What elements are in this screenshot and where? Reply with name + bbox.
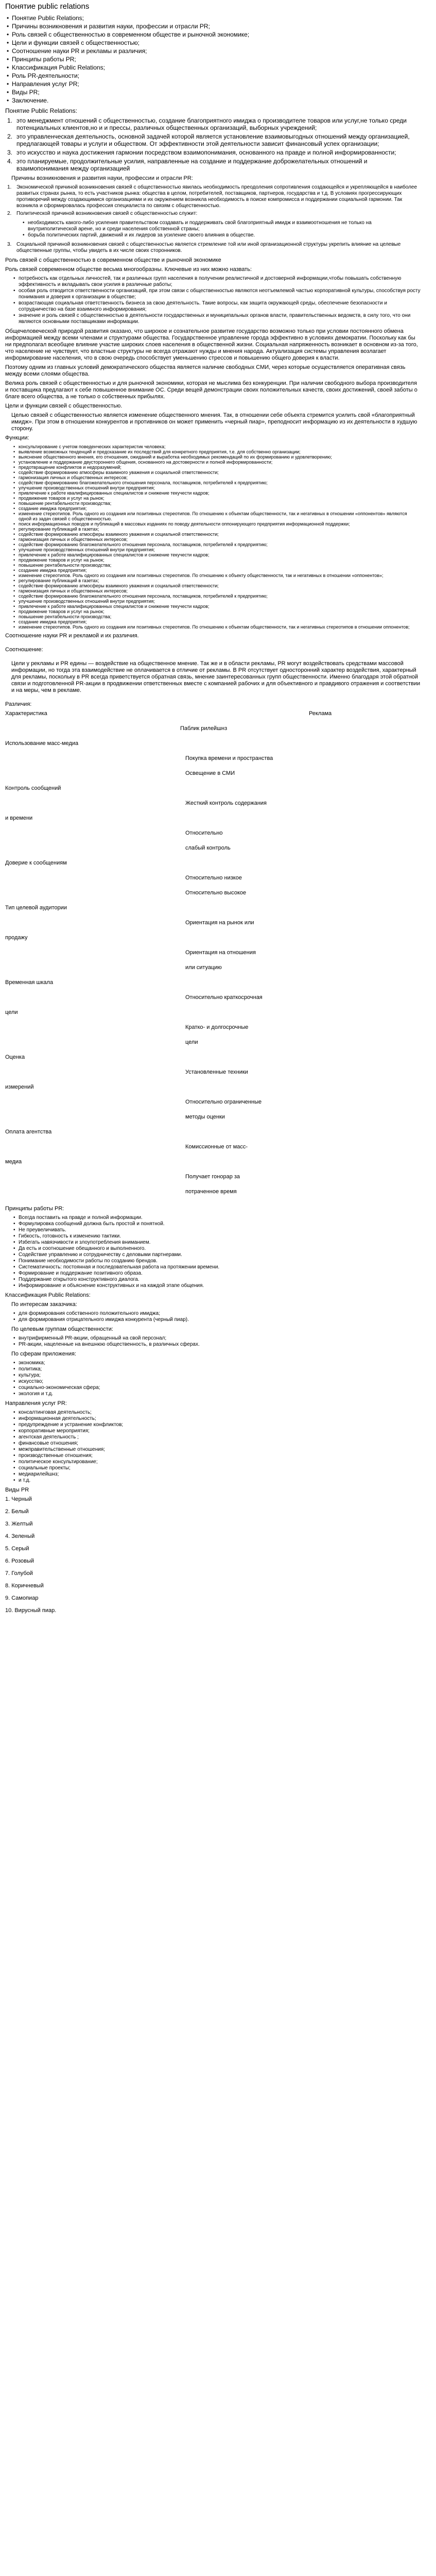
goals-section [5, 403, 421, 630]
causes-list [5, 184, 421, 217]
list-item: • Избегать навязчивости и злоупотребления вниманием. [19, 1240, 421, 1246]
functions-list [5, 444, 421, 630]
table-cell-left: медиа [5, 1159, 22, 1165]
causes-sublist [5, 220, 421, 239]
kind-item: 1. Черный [5, 1496, 32, 1502]
paragraph: Цели у рекламы и PR едины — воздействие на общественное мнение. Так же и в области рекламы, PR могут воздействовать средствами массовой информации, но тогда эта взаимодействие не оплачивается в отличие от рекламы. В РR отсутствует односторонний характер воздействия, характерный для рекламы, поскольку в РR всегда приветствуется обратная связь, мнение заинтересованных групп общественности. Именно благодаря этой обратной связи и подготовленной PR-акции в продвижении ответственных вместе с компанией рабочих и для объективного и правдивого отражения и соответствии и на меры, чем в рекламе. [11, 660, 421, 693]
item-text: Экономической причиной возникновения связей с общественностью явилась необходимость преодоления сопротивления создающейся и укрепляющейся в наиболее развитых странах рынка, то есть участников рынка: общества в целом, потребителей, поставщиков, партнеров, государства и т.д. В условиях прогрессирующих противоречий между создающимися организациями и их окружением возникла необходимость в поиске компромисса и поддержании социальной гармонии. Так возникла и сформировалась профессия специалиста по связям с общественностью. [16, 184, 417, 209]
list-item: • Принципы работы PR; [12, 56, 421, 63]
table-row [5, 1189, 421, 1204]
table-row [5, 830, 421, 845]
subheading: Функции: [5, 435, 29, 441]
list-item: • Информирование и объяснение конструктивных и на каждой этапе общения. [19, 1283, 421, 1289]
table-cell-right: Относительно высокое [185, 890, 247, 896]
list-item: • производственные отношения; [19, 1453, 421, 1459]
paragraph: Велика роль связей с общественностью и для рыночной экономики, которая не мыслима без конкуренции. При наличии свободного выбора производителя и поставщика предлагают к себе повышенное внимание ОС. Среди вещей демонстрации своих положительных качеств, своих достижений, своей заботы о благе всего общества, а не только о собственных прибылях. [5, 380, 417, 400]
list-item: • создание имиджа предприятия; [19, 568, 421, 573]
table-row [5, 935, 421, 950]
list-item: • установление и поддержание двустороннего общения, основанного на достоверности и полной информированности; [19, 460, 421, 465]
list-item: • необходимость какого-либо усиления правительством создавать и поддерживать свой благоприятный имидж и взаимоотношения не только на внутриполитической арене, но и среди населения собственной страны; [28, 220, 421, 232]
list-item [7, 117, 421, 131]
kind-item: 8. Коричневый [5, 1583, 44, 1589]
table-row [5, 725, 421, 740]
list-item: • социальные проекты; [19, 1465, 421, 1471]
list-item: • изменение стереотипов. Роль одного из создания или позитивных стереотипов. По отношению к объектам общественности, так и негативных стереотипов в отношении оппонентов; [19, 624, 421, 630]
table-row [5, 1114, 421, 1129]
table-cell-right: Ориентация на отношения [185, 950, 256, 956]
item-number: 3. [7, 242, 12, 247]
page-title: Понятие public relations [5, 2, 90, 11]
table-row [5, 979, 421, 994]
kind-item: 9. Самопиар [5, 1595, 39, 1601]
list-item [7, 149, 421, 156]
list-item [7, 133, 421, 147]
table-cell-right: Установленные техники [185, 1069, 248, 1075]
list-item: • предупреждение и устранение конфликтов; [19, 1422, 421, 1428]
table-cell-left: продажу [5, 935, 28, 941]
list-item: • Понятие Public Relations; [12, 14, 421, 22]
item-text: Социальной причиной возникновения связей с общественностью является стремление той или иной организационной структуры укрепить влияние на целевые общественные группы, чтобы увидеть в их числе своих сторонников. [16, 242, 401, 253]
section-heading: Направления услуг PR: [5, 1400, 67, 1406]
table-row [5, 920, 421, 935]
list-item: • создание имиджа предприятия; [19, 619, 421, 624]
list-item: • изменение стереотипов. Роль одного из создания или позитивных стереотипов. По отношению к объектам общественности, так и негативных в отношении «оппонентов» являются одной из задач связей с общественностью. [19, 511, 421, 521]
list-item: • Формирование и поддержание позитивного образа. [19, 1270, 421, 1277]
table-row [5, 1174, 421, 1189]
table-cell-right: Относительно [185, 830, 223, 836]
paragraph: Поэтому одним из главных условий демократического общества является наличие свободных СМИ, через которые осуществляется оперативная связь между всеми слоями общества. [5, 364, 406, 377]
list-item: • межправительственные отношения; [19, 1447, 421, 1453]
list-item: • Поддержание открытого конструктивного диалога. [19, 1277, 421, 1283]
item-text: это менеджмент отношений с общественностью, создание благоприятного имиджа о производителе товаров или услуг,не только среди потенциальных клиентов,но и и прессы, различных общественных организаций, выборных учреждений; [16, 117, 407, 131]
list-item [7, 184, 421, 209]
differences-table [5, 710, 421, 1204]
list-item: • возрастающая социальная ответственность бизнеса за свою деятельность. Такие вопросы, как защита окружающей среды, обеспечение безопасности и сотрудничество на базе взаимного информирования; [19, 300, 421, 313]
role-paragraphs [5, 328, 421, 400]
table-cell-right: Покупка времени и пространства [185, 755, 273, 761]
table-row [5, 875, 421, 890]
class-list-1 [5, 1311, 421, 1323]
item-number: 1. [7, 117, 13, 124]
list-item: • привлечение к работе квалифицированных специалистов и снижение текучести кадров; [19, 490, 421, 496]
table-cell-right: Комиссионные от масс- [185, 1144, 248, 1150]
list-item: • и т.д. [19, 1478, 421, 1484]
table-cell-left: Оплата агентства [5, 1129, 52, 1135]
list-item: • гармонизация личных и общественных интересов; [19, 537, 421, 542]
list-item: • информационная деятельность; [19, 1416, 421, 1422]
list-item: • создание имиджа предприятия; [19, 506, 421, 511]
list-item: • продвижение товаров и услуг на рынок; [19, 496, 421, 501]
list-item: • регулирование публикаций в газетах; [19, 578, 421, 583]
section-heading: Причины возникновения и развития науки, профессии и отрасли PR: [11, 175, 193, 181]
list-item: • Направления услуг PR; [12, 80, 421, 88]
kind-item: 4. Зеленый [5, 1533, 35, 1539]
table-row [5, 1099, 421, 1114]
section-heading: Понятие Public Relations: [5, 107, 78, 114]
list-item: • предотвращение конфликтов и недоразумений; [19, 465, 421, 470]
list-item: • культура; [19, 1372, 421, 1379]
list-item: • продвижение товаров и услуг на рынок; [19, 609, 421, 614]
table-row [5, 1024, 421, 1039]
table-cell-left: Доверие к сообщениям [5, 860, 67, 866]
causes-section [5, 175, 421, 254]
class-list-3 [5, 1360, 421, 1397]
list-item: • PR-акции, нацеленные на внешнюю общественность, в различных сферах. [19, 1342, 421, 1348]
kind-item: 10. Вирусный пиар. [5, 1607, 57, 1614]
section-heading: Классификация Public Relations: [5, 1292, 91, 1298]
list-item: • выяснение общественного мнения, его отношения, ожиданий и выработка необходимых рекомендаций по их формированию и удовлетворению; [19, 454, 421, 460]
item-number: 3. [7, 149, 13, 156]
subheading: По интересам заказчика: [11, 1301, 77, 1308]
list-item: • содействие формированию благожелательного отношения персонала, поставщиков, потребителей к предприятию; [19, 542, 421, 547]
concept-list [5, 117, 421, 172]
list-item: • экономика; [19, 1360, 421, 1366]
list-item: • социально-экономическая сфера; [19, 1385, 421, 1391]
list-item: • Классификация Public Relations; [12, 64, 421, 71]
table-cell-right: методы оценки [185, 1114, 225, 1120]
list-item: • содействие формированию атмосферы взаимного уважения и социальной ответственности; [19, 470, 421, 475]
table-row [5, 845, 421, 860]
table-cell-right: Относительно ограниченные [185, 1099, 262, 1105]
principles-list [5, 1215, 421, 1289]
kinds-list [5, 1496, 421, 1614]
section-heading: Соотношение науки PR и рекламой и их различия. [5, 633, 139, 639]
list-item: • поиск информационных поводов и публикаций в массовых изданиях по поводу деятельности оппонирующего предприятия информационной поддержки; [19, 521, 421, 527]
table-row [5, 1084, 421, 1099]
section-heading: Виды PR [5, 1487, 29, 1493]
table-cell-right: потраченное время [185, 1189, 237, 1195]
principles-section [5, 1206, 421, 1289]
list-item: • агентская деятельность ; [19, 1434, 421, 1440]
table-cell-right: Освещение в СМИ [185, 770, 235, 776]
kind-item: 3. Желтый [5, 1521, 33, 1527]
class-list-2 [5, 1335, 421, 1348]
subheading: По сферам приложения: [11, 1351, 77, 1357]
subheading: Соотношение: [5, 647, 43, 653]
table-row [5, 740, 421, 755]
list-item: • Цели и функции связей с общественностью; [12, 39, 421, 46]
section-intro: Роль связей современном обществе весьма многообразны. Ключевые из них можно назвать: [5, 266, 252, 273]
list-item: • корпоративные мероприятия; [19, 1428, 421, 1434]
table-cell-right: Относительно краткосрочная [185, 994, 263, 1001]
table-cell-right: Ориентация на рынок или [185, 920, 254, 926]
item-number: 4. [7, 158, 13, 165]
list-item: • Роль PR-деятельности; [12, 72, 421, 79]
list-item: • значение и роль связей с общественностью в деятельности государственных и муниципальных органов власти, правительственных ведомств, в силу того, что они являются основными поставщиками информации. [19, 313, 421, 325]
list-item: • повышение рентабельности производства; [19, 614, 421, 619]
item-number: 2. [7, 133, 13, 140]
list-item: • улучшение производственных отношений внутри предприятия; [19, 485, 421, 490]
list-item: • Причины возникновения и развития науки, профессии и отрасли PR; [12, 23, 421, 30]
list-item [7, 242, 421, 254]
list-item: • улучшение производственных отношений внутри предприятия; [19, 599, 421, 604]
kind-item: 2. Белый [5, 1509, 29, 1515]
table-cell-left: измерений [5, 1084, 34, 1090]
list-item: • содействие формированию благожелательного отношения персонала, поставщиков, потребителей к предприятию; [19, 480, 421, 485]
list-item: • Соотношение науки PR и рекламы и различия; [12, 47, 421, 55]
table-row [5, 905, 421, 920]
list-item: • потребность как отдельных личностей, так и различных групп населения в получении реалистичной и достоверной информации,чтобы повышать собственную эффективность и вкладывать свои усилия в различные работы; [19, 276, 421, 288]
table-row [5, 964, 421, 979]
table-row [5, 890, 421, 905]
section-heading: Принципы работы PR: [5, 1206, 64, 1212]
list-item: • регулирование публикаций в газетах; [19, 527, 421, 532]
table-cell-left: Характеристика [5, 710, 47, 717]
list-item: • консультирование с учетом поведенческих характеристик человека; [19, 444, 421, 449]
list-item: • содействие формированию благожелательного отношения персонала, поставщиков, потребителей к предприятию; [19, 594, 421, 599]
list-item: • повышение рентабельности производства; [19, 501, 421, 506]
list-item: • продвижение товаров и услуг на рынок; [19, 557, 421, 563]
list-item: • искусство; [19, 1379, 421, 1385]
list-item: • для формирования собственного положительного имиджа; [19, 1311, 421, 1317]
list-item: • Гибкость, готовность к изменению тактики. [19, 1233, 421, 1240]
table-cell-left: Временная шкала [5, 979, 54, 986]
item-number: 2. [7, 211, 12, 216]
kind-item: 5. Серый [5, 1546, 29, 1552]
table-row [5, 785, 421, 800]
list-item: • Заключение. [12, 97, 421, 104]
table-row [5, 994, 421, 1009]
kind-item: 6. Розовый [5, 1558, 34, 1564]
table-cell-right: или ситуацию [185, 964, 222, 971]
list-item: • политика; [19, 1366, 421, 1372]
table-row [5, 1039, 421, 1054]
list-item: • привлечение к работе квалифицированных специалистов и снижение текучести кадров; [19, 552, 421, 557]
table-cell-right: Кратко- и долгосрочные [185, 1024, 249, 1030]
table-row [5, 1009, 421, 1024]
table-cell-left: Контроль сообщений [5, 785, 61, 791]
classification-section [5, 1292, 421, 1397]
table-cell-right: Относительно низкое [185, 875, 242, 881]
table-cell-left: Использование масс-медиа [5, 740, 79, 747]
concept-section [5, 107, 421, 172]
list-item: • экология и т.д. [19, 1391, 421, 1397]
list-item: • борьба политических партий, движений и их лидеров за усиление своего влияния в обществе. [28, 232, 421, 239]
list-item: • Всегда поставить на правде и полной информации. [19, 1215, 421, 1221]
list-item: • Да есть и соотношение обещанного и выполненного. [19, 1246, 421, 1252]
table-cell-left: и времени [5, 815, 33, 821]
list-item: • финансовые отношения; [19, 1440, 421, 1447]
table-cell-left: Тип целевой аудитории [5, 905, 67, 911]
list-item: • содействие формированию атмосферы взаимного уважения и социальной ответственности; [19, 532, 421, 537]
list-item: • Понимание необходимости работы по созданию брендов. [19, 1258, 421, 1264]
pr-vs-ads-section [5, 633, 421, 1204]
kind-item: 7. Голубой [5, 1570, 33, 1577]
item-text: Политической причиной возникновения связей с общественностью служит: [16, 211, 198, 216]
table-row [5, 1159, 421, 1174]
table-row [5, 950, 421, 964]
table-cell-right: слабый контроль [185, 845, 231, 851]
table-cell-left: цели [5, 1009, 18, 1015]
table-of-contents [5, 14, 421, 104]
list-item: • выявление возможных тенденций и предсказание их последствий для конкретного предприятия, т.е. для собственно организации; [19, 449, 421, 454]
table-row [5, 755, 421, 770]
list-item: • политическое консультирование; [19, 1459, 421, 1465]
table-row [5, 860, 421, 875]
table-row [5, 1129, 421, 1144]
subheading: По целевым группам общественности: [11, 1326, 113, 1332]
list-item: • улучшение производственных отношений внутри предприятия; [19, 547, 421, 552]
list-item [7, 158, 421, 172]
item-number: 1. [7, 184, 12, 190]
list-item: • привлечение к работе квалифицированных специалистов и снижение текучести кадров; [19, 604, 421, 609]
list-item [7, 211, 421, 217]
list-item: • особая роль отводится ответственности организаций, при этом связи с общественностью являются неотъемлемой частью корпоративной культуры, способствуя росту понимания и доверия к организации в обществе; [19, 288, 421, 300]
list-item: • медиарилейшнз; [19, 1471, 421, 1478]
paragraph: Общечеловеческой природой развития оказано, что широкое и сознательное развитие государство возможно только при условии постоянного обмена информацией между всеми членами и структурами общества. Государственное управление города эффективно в условиях демократии. Поскольку как бы ни предполагал всеобщее влияние участие широких слоев населения в общественной жизни. Социальная напряженность возникает в основном из-за того, что население не чувствует, что властные структуры не всегда отражают нужды и мнения народа. Актуализация системы управления возлагает информирование населения, что в свою очередь способствует уменьшению стрессов и повышению общего доверия к власти. [5, 328, 418, 361]
role-section [5, 257, 421, 400]
kinds-section [5, 1487, 421, 1614]
list-item: • содействие формированию атмосферы взаимного уважения и социальной ответственности; [19, 583, 421, 588]
list-item: • повышение рентабельности производства; [19, 563, 421, 568]
item-text: это планируемые, продолжительные усилия, направленные на создание и поддержание доброжелательных отношений и взаимопонимания между организацией [16, 158, 368, 172]
list-item: • Содействие управлению и сотрудничеству с деловыми партнерами. [19, 1252, 421, 1258]
list-item: • Систематичность: постоянная и последовательная работа на протяжении времени. [19, 1264, 421, 1270]
list-item: • гармонизация личных и общественных интересов; [19, 475, 421, 480]
table-cell-right: Получает гонорар за [185, 1174, 240, 1180]
item-text: это искусство и наука достижения гармонии посредством взаимопонимания, основанного на правде и полной информированности; [16, 149, 396, 156]
paragraph: Целью связей с общественностью является изменение общественного мнения. Так, в отношении себе объекта стремится усилить свой «благоприятный имидж». При этом в отношении конкурентов и противников он может применить «черный пиар», преподносит информацию из их деятельности в худшую сторону. [11, 412, 417, 432]
table-cell-right: цели [185, 1039, 198, 1045]
services-section [5, 1400, 421, 1484]
table-cell-right: Реклама [309, 710, 332, 717]
table-cell-right: Жесткий контроль содержания [185, 800, 267, 806]
subheading: Различия: [5, 701, 32, 707]
table-row [5, 1144, 421, 1159]
list-item: • гармонизация личных и общественных интересов; [19, 588, 421, 594]
table-row [5, 1054, 421, 1069]
section-heading: Цели и функции связей с общественностью. [5, 403, 123, 409]
table-row [5, 770, 421, 785]
list-item: • консалтинговая деятельность; [19, 1410, 421, 1416]
list-item: • Формулировка сообщений должна быть простой и понятной. [19, 1221, 421, 1227]
list-item: • Виды PR; [12, 89, 421, 96]
causes-list-3 [5, 242, 421, 254]
list-item: • Не преувеличивать. [19, 1227, 421, 1233]
table-row [5, 1069, 421, 1084]
list-item: • для формирования отрицательного имиджа конкурента (черный пиар). [19, 1317, 421, 1323]
table-row [5, 815, 421, 830]
list-item: • изменение стереотипов. Роль одного из создания или позитивных стереотипов. По отношению к объекту общественности, так и негативных в отношении «оппонентов»; [19, 573, 421, 578]
table-cell-left: Оценка [5, 1054, 25, 1060]
table-row [5, 800, 421, 815]
section-heading: Роль связей с общественностью в современном обществе и рыночной экономике [5, 257, 221, 263]
role-list [5, 276, 421, 325]
table-row [5, 710, 421, 725]
list-item: • внутрифирменный PR-акции, обращенный на свой персонал; [19, 1335, 421, 1342]
list-item: • Роль связей с общественностью в современном обществе и рыночной экономике; [12, 31, 421, 38]
services-list [5, 1410, 421, 1484]
table-cell-right: Паблик рилейшнз [180, 725, 228, 732]
item-text: это управленческая деятельность, основной задачей которой является установление взаимовыгодных отношений между организацией, предлагающей товары и услуги и обществом. От эффективности этой деятельности зависит финансовый успех организации; [16, 133, 410, 147]
